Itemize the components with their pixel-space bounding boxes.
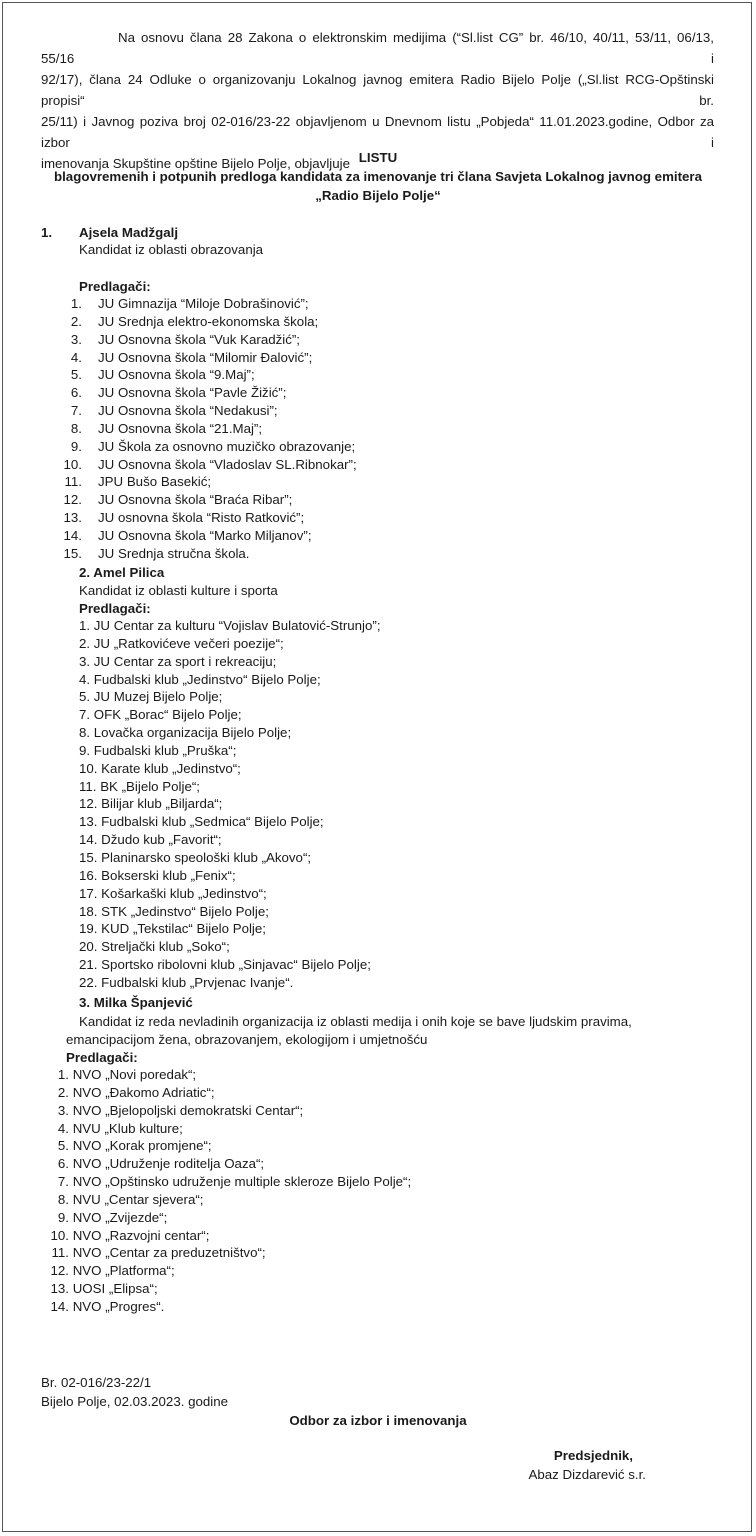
list-item-text: NVO „Zvijezde“; bbox=[72, 1209, 168, 1225]
list-item: 2. JU „Ratkovićeve večeri poezije“; bbox=[79, 635, 284, 651]
list-item-number: 1. bbox=[70, 296, 82, 311]
list-item-text: NVO „Progres“. bbox=[72, 1298, 165, 1314]
list-item-text: NVO „Centar za preduzetništvo“; bbox=[72, 1245, 266, 1261]
list-item-text: JU Osnovna škola “Marko Miljanov”; bbox=[98, 527, 312, 543]
list-item bbox=[60, 295, 460, 313]
list-item bbox=[36, 1227, 456, 1245]
list-item-text: NVO „Novi poredak“; bbox=[72, 1067, 197, 1082]
place-date: Bijelo Polje, 02.03.2023. godine bbox=[41, 1394, 229, 1409]
list-item-text: UOSI „Elipsa“; bbox=[72, 1281, 158, 1297]
list-item-number: 2. bbox=[57, 1084, 69, 1100]
candidate-area: Kandidat iz oblasti obrazovanja bbox=[79, 242, 264, 257]
reference-number: Br. 02-016/23-22/1 bbox=[41, 1375, 152, 1390]
committee-name: Odbor za izbor i imenovanja bbox=[289, 1413, 467, 1428]
list-item-text: JU Osnovna škola “9.Maj”; bbox=[98, 367, 255, 383]
list-item: 3. JU Centar za sport i rekreaciju; bbox=[79, 653, 277, 669]
document-title: LISTU bbox=[358, 150, 398, 165]
list-item: 20. Streljački klub „Soko“; bbox=[79, 939, 230, 955]
intro-line: 25/11) i Javnog poziva broj 02-016/23-22 objavljenom u Dnevnom listu „Pobjeda“ 11.01.2023.godine, Odbor za izbor i bbox=[41, 114, 714, 150]
list-item-number: 5. bbox=[70, 367, 82, 383]
list-item-number: 11. bbox=[51, 1245, 69, 1261]
candidate-number: 1. bbox=[41, 225, 53, 240]
list-item-number: 13. bbox=[50, 1281, 69, 1297]
proposers-list bbox=[60, 295, 460, 563]
list-item-text: JU Osnovna škola “Vladoslav SL.Ribnokar”; bbox=[98, 456, 357, 472]
list-item: 18. STK „Jedinstvo“ Bijelo Polje; bbox=[79, 903, 269, 919]
list-item-text: NVO „Opštinsko udruženje multiple skleroze Bijelo Polje“; bbox=[72, 1174, 412, 1190]
list-item-text: NVO „Udruženje roditelja Oaza“; bbox=[72, 1156, 265, 1172]
list-item bbox=[36, 1102, 456, 1120]
list-item bbox=[36, 1298, 456, 1316]
list-item bbox=[60, 384, 460, 402]
list-item-text: NVO „Đakomo Adriatic“; bbox=[72, 1084, 215, 1100]
list-item: 21. Sportsko ribolovni klub „Sinjavac“ Bijelo Polje; bbox=[79, 957, 371, 973]
signer-name: Abaz Dizdarević s.r. bbox=[528, 1467, 646, 1482]
candidate-area: Kandidat iz oblasti kulture i sporta bbox=[79, 583, 278, 598]
list-item bbox=[36, 1084, 456, 1102]
list-item bbox=[60, 545, 460, 563]
list-item-number: 13. bbox=[63, 510, 82, 526]
list-item-text: JU osnovna škola “Risto Ratković”; bbox=[98, 510, 305, 526]
candidate-name: 3. Milka Španjević bbox=[79, 995, 193, 1010]
list-item bbox=[36, 1191, 456, 1209]
intro-line: 92/17), člana 24 Odluke o organizovanju Lokalnog javnog emitera Radio Bijelo Polje („Sl.list RCG-Opštinski propisi“ br. bbox=[41, 72, 714, 108]
list-item: 14. Džudo kub „Favorit“; bbox=[79, 832, 222, 848]
list-item bbox=[60, 349, 460, 367]
list-item-number: 10. bbox=[50, 1227, 69, 1243]
list-item bbox=[36, 1244, 456, 1262]
list-item-number: 12. bbox=[50, 1263, 69, 1279]
list-item-number: 8. bbox=[57, 1191, 69, 1207]
candidate-area: Kandidat iz reda nevladinih organizacija iz oblasti medija i onih koje se bave ljudskim pravima, bbox=[79, 1014, 632, 1029]
proposers-list bbox=[36, 1066, 456, 1316]
proposers-label: Predlagači: bbox=[79, 601, 151, 616]
list-item-number: 10. bbox=[63, 456, 82, 472]
list-item-text: JU Srednja stručna škola. bbox=[98, 545, 250, 561]
list-item bbox=[60, 456, 460, 474]
list-item-number: 4. bbox=[57, 1120, 69, 1136]
list-item-number: 14. bbox=[63, 527, 82, 543]
signer-role: Predsjednik, bbox=[553, 1448, 633, 1463]
list-item bbox=[60, 420, 460, 438]
list-item: 17. Košarkaški klub „Jedinstvo“; bbox=[79, 885, 267, 901]
list-item-text: JU Osnovna škola “Milomir Đalović”; bbox=[98, 349, 313, 365]
list-item: 19. KUD „Tekstilac“ Bijelo Polje; bbox=[79, 921, 266, 937]
list-item bbox=[36, 1120, 456, 1138]
list-item bbox=[60, 473, 460, 491]
list-item-number: 8. bbox=[70, 420, 82, 436]
list-item bbox=[36, 1280, 456, 1298]
list-item-text: NVO „Bjelopoljski demokratski Centar“; bbox=[72, 1102, 304, 1118]
list-item-number: 11. bbox=[64, 474, 82, 490]
list-item-text: JU Osnovna škola “21.Maj”; bbox=[98, 420, 263, 436]
list-item-number: 6. bbox=[70, 385, 82, 401]
list-item-text: JU Osnovna škola “Pavle Žižić”; bbox=[98, 385, 287, 401]
list-item-number: 7. bbox=[70, 403, 82, 419]
list-item-text: NVO „Korak promjene“; bbox=[72, 1138, 212, 1154]
list-item-text: JPU Bušo Basekić; bbox=[98, 474, 212, 490]
list-item-number: 4. bbox=[70, 349, 82, 365]
list-item-text: NVO „Razvojni centar“; bbox=[72, 1227, 210, 1243]
candidate-area: emancipacijom žena, obrazovanjem, ekologijom i umjetnošću bbox=[66, 1032, 428, 1047]
list-item: 7. OFK „Borac“ Bijelo Polje; bbox=[79, 707, 242, 723]
list-item-number: 5. bbox=[57, 1138, 69, 1154]
candidate-name: 2. Amel Pilica bbox=[79, 565, 165, 580]
proposers-list bbox=[79, 617, 499, 992]
list-item: 1. JU Centar za kulturu “Vojislav Bulatović-Strunjo”; bbox=[79, 618, 381, 633]
list-item: 9. Fudbalski klub „Pruška“; bbox=[79, 742, 237, 758]
document-subtitle: blagovremenih i potpunih predloga kandidata za imenovanje tri člana Savjeta Lokalnog javnog emitera bbox=[53, 169, 702, 184]
list-item-text: JU Osnovna škola “Braća Ribar”; bbox=[98, 492, 293, 508]
list-item bbox=[60, 331, 460, 349]
list-item bbox=[60, 527, 460, 545]
list-item: 13. Fudbalski klub „Sedmica“ Bijelo Polje; bbox=[79, 814, 324, 830]
list-item bbox=[36, 1137, 456, 1155]
list-item: 22. Fudbalski klub „Prvjenac Ivanje“. bbox=[79, 974, 294, 990]
list-item-text: JU Srednja elektro-ekonomska škola; bbox=[98, 313, 319, 329]
list-item: 11. BK „Bijelo Polje“; bbox=[79, 778, 200, 794]
list-item: 15. Planinarsko speološki klub „Akovo“; bbox=[79, 849, 312, 865]
list-item bbox=[36, 1066, 456, 1084]
list-item bbox=[36, 1155, 456, 1173]
list-item-number: 6. bbox=[57, 1156, 69, 1172]
intro-line: imenovanja Skupštine opštine Bijelo Polje, objavljuje bbox=[41, 156, 350, 171]
list-item bbox=[36, 1209, 456, 1227]
list-item: 5. JU Muzej Bijelo Polje; bbox=[79, 689, 223, 705]
list-item-number: 7. bbox=[57, 1174, 69, 1190]
list-item-text: JU Osnovna škola “Nedakusi”; bbox=[98, 403, 278, 419]
list-item-text: JU Škola za osnovno muzičko obrazovanje; bbox=[98, 438, 356, 454]
list-item bbox=[60, 438, 460, 456]
list-item: 12. Bilijar klub „Biljarda“; bbox=[79, 796, 223, 812]
list-item-number: 2. bbox=[70, 313, 82, 329]
list-item bbox=[60, 366, 460, 384]
list-item: 16. Bokserski klub „Fenix“; bbox=[79, 867, 236, 883]
list-item-number: 9. bbox=[70, 438, 82, 454]
list-item-number: 12. bbox=[63, 492, 82, 508]
list-item bbox=[60, 491, 460, 509]
list-item-text: NVU „Centar sjevera“; bbox=[72, 1191, 204, 1207]
list-item-number: 3. bbox=[70, 331, 82, 347]
list-item-text: JU Gimnazija “Miloje Dobrašinović”; bbox=[98, 296, 309, 311]
list-item-number: 1. bbox=[57, 1067, 69, 1082]
list-item-number: 14. bbox=[50, 1298, 69, 1314]
list-item bbox=[60, 313, 460, 331]
document-subtitle-emitter: „Radio Bijelo Polje“ bbox=[315, 188, 441, 203]
candidate-name: Ajsela Madžgalj bbox=[79, 225, 179, 240]
list-item-number: 15. bbox=[63, 545, 82, 561]
proposers-label: Predlagači: bbox=[79, 279, 151, 294]
list-item bbox=[36, 1262, 456, 1280]
list-item-number: 3. bbox=[57, 1102, 69, 1118]
list-item bbox=[36, 1173, 456, 1191]
list-item: 4. Fudbalski klub „Jedinstvo“ Bijelo Polje; bbox=[79, 671, 321, 687]
proposers-label: Predlagači: bbox=[66, 1050, 138, 1065]
list-item bbox=[60, 402, 460, 420]
intro-line: Na osnovu člana 28 Zakona o elektronskim medijima (“Sl.list CG” br. 46/10, 40/11, 53/11, 06/13, 55/16 i bbox=[41, 30, 714, 66]
list-item: 10. Karate klub „Jedinstvo“; bbox=[79, 760, 241, 776]
list-item: 8. Lovačka organizacija Bijelo Polje; bbox=[79, 725, 292, 741]
list-item-text: NVU „Klub kulture; bbox=[72, 1120, 183, 1136]
list-item-number: 9. bbox=[57, 1209, 69, 1225]
list-item-text: JU Osnovna škola “Vuk Karadžić”; bbox=[98, 331, 300, 347]
list-item-text: NVO „Platforma“; bbox=[72, 1263, 175, 1279]
list-item bbox=[60, 509, 460, 527]
